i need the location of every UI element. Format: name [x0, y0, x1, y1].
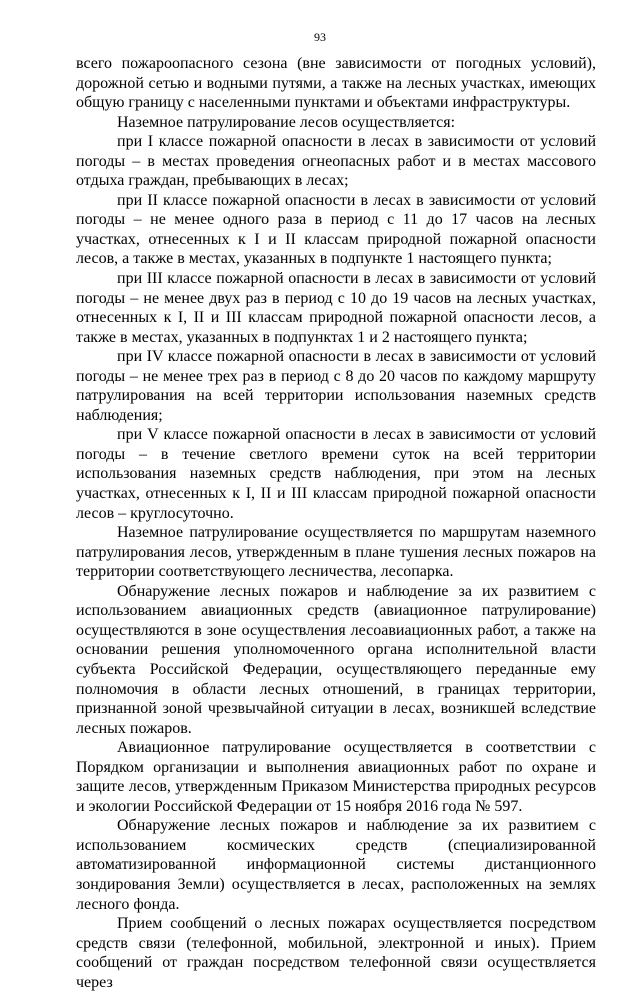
paragraph: Наземное патрулирование лесов осуществляется: — [117, 113, 456, 131]
paragraph: всего пожароопасного сезона (вне зависимости от погодных условий), дорожной сетью и водными путями, а также на лесных участках, имеющих общую границу с населенными пунктами и объектами инфраструктуры. — [76, 55, 596, 112]
paragraph: Обнаружение лесных пожаров и наблюдение за их развитием с использованием космических средств (специализированной автоматизированной информационной системы дистанционного зондирования Земли) осуществляется в лесах, расположенных на землях лесного фонда. — [76, 817, 596, 913]
paragraph: Наземное патрулирование осуществляется по маршрутам наземного патрулирования лесов, утвержденным в плане тушения лесных пожаров на территории соответствующего лесничества, лесопарка. — [76, 524, 596, 581]
page-number: 93 — [314, 30, 326, 44]
paragraph: при I классе пожарной опасности в лесах в зависимости от условий погоды – в местах проведения огнеопасных работ и в местах массового отдыха граждан, пребывающих в лесах; — [76, 133, 596, 190]
paragraph: Авиационное патрулирование осуществляется в соответствии с Порядком организации и выполнения авиационных работ по охране и защите лесов, утвержденным Приказом Министерства природных ресурсов и экологии Российской Федерации от 15 ноября 2016 года № 597. — [76, 739, 596, 815]
paragraph: Обнаружение лесных пожаров и наблюдение за их развитием с использованием авиационных средств (авиационное патрулирование) осуществляются в зоне осуществления лесоавиационных работ, а также на основании решения уполномоченного органа исполнительной власти субъекта Российской Федерации, осуществляющего переданные ему полномочия в области лесных отношений, в границах территории, признанной зоной чрезвычайной ситуации в лесах, возникшей вследствие лесных пожаров. — [76, 582, 596, 737]
paragraph: Прием сообщений о лесных пожарах осуществляется посредством средств связи (телефонной, мобильной, электронной и иных). Прием сообщений от граждан посредством телефонной связи осуществляется через — [76, 915, 596, 991]
paragraph: при III классе пожарной опасности в лесах в зависимости от условий погоды – не менее двух раз в период с 10 до 19 часов на лесных участках, отнесенных к I, II и III классам природной пожарной опасности лесов, а также в местах, указанных в подпунктах 1 и 2 настоящего пункта; — [76, 270, 596, 346]
document-body — [76, 54, 596, 992]
paragraph: при V классе пожарной опасности в лесах в зависимости от условий погоды – в течение светлого времени суток на всей территории использования наземных средств наблюдения, при этом на лесных участках, отнесенных к I, II и III классам природной пожарной опасности лесов – круглосуточно. — [76, 426, 596, 522]
paragraph: при IV классе пожарной опасности в лесах в зависимости от условий погоды – не менее трех раз в период с 8 до 20 часов по каждому маршруту патрулирования на всей территории использования наземных средств наблюдения; — [76, 348, 596, 424]
paragraph: при II классе пожарной опасности в лесах в зависимости от условий погоды – не менее одного раза в период с 11 до 17 часов на лесных участках, отнесенных к I и II классам природной пожарной опасности лесов, а также в местах, указанных в подпункте 1 настоящего пункта; — [76, 191, 596, 268]
